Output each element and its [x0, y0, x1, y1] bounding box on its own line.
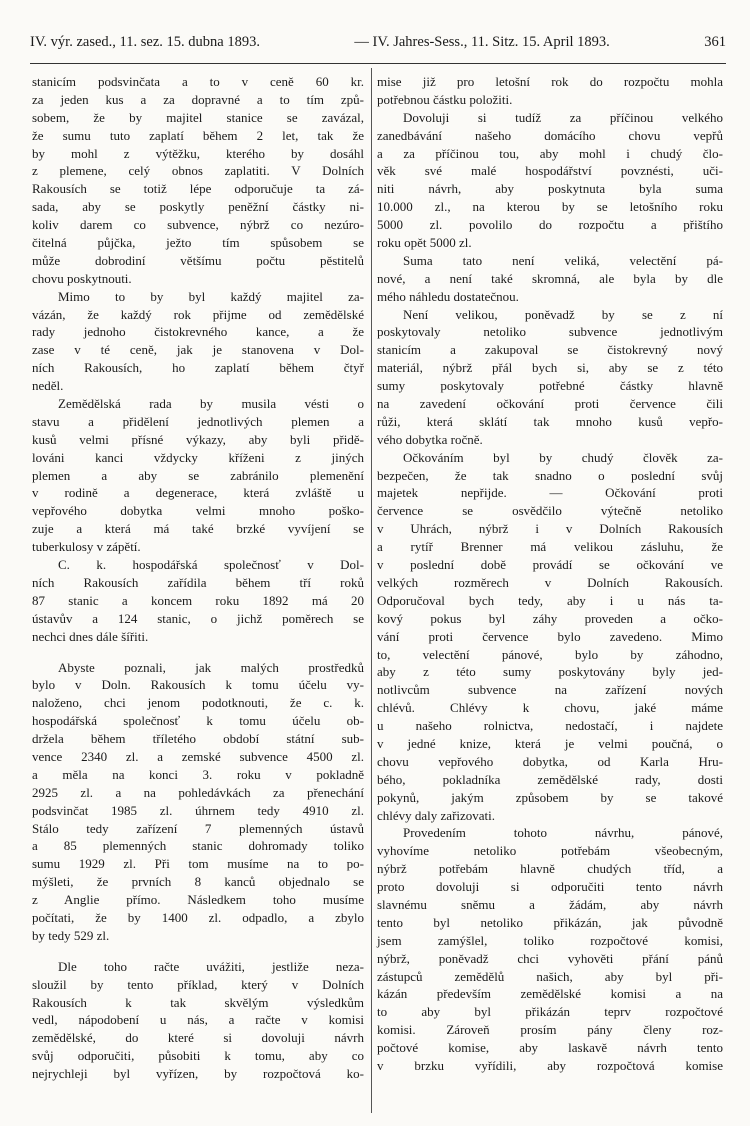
text-line: kusů velmi přísné výkazy, aby byli přidě- — [32, 431, 364, 447]
text-line: ústavův a 124 stanic, o jichž poměrech se — [32, 610, 364, 626]
running-header — [30, 34, 726, 51]
paragraph-gap — [32, 945, 364, 958]
text-line: vence 2340 zl. a zemské subvence 4500 zl. — [32, 748, 364, 764]
text-line: nové, a není také skromná, ale byla by dle — [377, 270, 723, 286]
text-line: neděl. — [32, 378, 64, 394]
header-rule — [30, 63, 726, 64]
text-line: by mohl z výtěžku, kterého by dosáhl — [32, 145, 364, 161]
text-line: v jedné knize, která je velmi poučná, o — [377, 735, 723, 751]
text-line: aby z této sumy poskytovány byly jed- — [377, 664, 723, 680]
text-line: bého, pokladníka zemědělské rady, dosti — [377, 771, 723, 787]
text-line: poskytovaly netoliko subvence jednotlivým — [377, 324, 723, 340]
text-line: vázán, že každý rok přijme od zemědělské — [32, 306, 364, 322]
text-line: zase v té ceně, jak je stanovena v Dol- — [32, 342, 364, 358]
text-line: to aby byl přikázán teprv rozpočtové — [377, 1004, 723, 1020]
text-line: chovu vepřového dobytka, od Karla Hru- — [377, 753, 723, 769]
text-line: držela během tříletého období státní sub- — [32, 731, 364, 747]
text-line: vého dobytka ročně. — [377, 431, 483, 447]
text-line: za jeden kus a za dopravné a to tím způ- — [32, 91, 364, 107]
text-line: 10.000 zl., na kterou by se letošního roku — [377, 199, 723, 215]
text-line: zástupců zemědělů našich, aby byl při- — [377, 968, 723, 984]
text-line: pokynů, jakým způsobem by se takové — [377, 789, 723, 805]
text-line: Suma tato není veliká, velectění pá- — [403, 252, 723, 268]
text-line: růži, která sklátí tak mnoho kusů vepřo- — [377, 413, 723, 429]
text-line: stanicím a zakupoval se čistokrevný nový — [377, 342, 723, 358]
text-line: vyhovíme netoliko potřebám všeobecným, — [377, 843, 723, 859]
paragraph-gap — [32, 646, 364, 659]
text-line: 87 stanic a koncem roku 1892 má 20 — [32, 592, 364, 608]
text-line: to, velectění pánové, bylo by záhodno, — [377, 646, 723, 662]
text-line: sloužil by tento příklad, který v Dolních — [32, 976, 364, 992]
text-line: Dle toho račte uvážiti, jestliže neza- — [58, 958, 364, 974]
text-line: kázán především zemědělské komisi a na — [377, 986, 723, 1002]
text-line: bylo v Doln. Rakousích k tomu účelu vy- — [32, 677, 364, 693]
text-line: bezpečen, že tak snadno o poslední svůj — [377, 467, 723, 483]
text-line: lováni kanci vždycky kříženi z jiných — [32, 449, 364, 465]
text-line: ních Rakousích zařídila během tří roků — [32, 574, 364, 590]
text-line: chlévů. Chlévy k chovu, jaké máme — [377, 700, 723, 716]
text-line: července se osvědčilo výtečně netoliko — [377, 503, 723, 519]
column-divider — [371, 68, 372, 1113]
text-line: na zavedení očkování proti července čili — [377, 396, 723, 412]
text-line: naloženo, chci jenom podotknouti, že c. k. — [32, 695, 364, 711]
text-line: Zemědělská rada by musila vésti o — [58, 396, 364, 412]
text-line: vání proti července bylo zavedeno. Mimo — [377, 628, 723, 644]
text-line: může dobrodiní většímu počtu pěstitelů — [32, 252, 364, 268]
text-line: Dovoluji si tudíž za příčinou velkého — [403, 109, 723, 125]
text-line: notlivcům subvence na zařízení nových — [377, 682, 723, 698]
text-line: 5000 zl. povolilo do rozpočtu a přištího — [377, 217, 723, 233]
text-line: a za příčinou tou, aby mohl i chudý člo- — [377, 145, 723, 161]
text-line: velkých rozměrech v Dolních Rakousích. — [377, 574, 723, 590]
text-line: z Anglie přímo. Následkem toho musíme — [32, 892, 364, 908]
text-line: tento byl netoliko přikázán, jak původně — [377, 914, 723, 930]
text-line: zuje a která má také brzké vyvíjení se — [32, 521, 364, 537]
text-line: proto dovoluji si odporučiti tento návrh — [377, 879, 723, 895]
text-line: věk své malé hospodářství povznésti, uči- — [377, 163, 723, 179]
text-line: tuberkulosy v zápětí. — [32, 539, 141, 555]
text-line: Abyste poznali, jak malých prostředků — [58, 659, 364, 675]
text-line: podsvinčat 1985 zl. úhrnem tedy 4910 zl. — [32, 802, 364, 818]
text-line: stavu a přidělení jednotlivých plemen a — [32, 413, 364, 429]
text-line: slavnému sněmu a žádám, aby návrh — [377, 896, 723, 912]
text-line: sada, aby se poskytly peněžní částky ni- — [32, 199, 364, 215]
text-line: jsem zamýšlel, toliko rozpočtové komisi, — [377, 932, 723, 948]
text-line: vepřového dobytka velmi mnoho poško- — [32, 503, 364, 519]
text-line: chovu poskytnouti. — [32, 270, 132, 286]
text-line: u našeho rolnictva, nedostačí, i najdete — [377, 718, 723, 734]
text-line: sobem, že by majitel stanice se zavázal, — [32, 109, 364, 125]
text-line: a 85 plemenných stanic dohromady toliko — [32, 838, 364, 854]
text-line: Není velikou, poněvadž by se z ní — [403, 306, 723, 322]
text-line: zanedbávání našeho domácího chovu vepřů — [377, 127, 723, 143]
left-column — [32, 73, 364, 1083]
text-line: kový pokus byl záhy proveden a očko- — [377, 610, 723, 626]
text-line: mise již pro letošní rok do rozpočtu mohla — [377, 74, 723, 89]
text-line: nechci dnes dále šířiti. — [32, 628, 149, 644]
text-line: koliv darem co subvence, nýbrž co nezúro- — [32, 217, 364, 233]
text-line: ních Rakousích, ho zaplatí během čtyř — [32, 360, 364, 376]
text-line: Očkováním byl by chudý člověk za- — [403, 449, 723, 465]
text-line: Rakousích k tak skvělým výsledkům — [32, 994, 364, 1010]
text-line: by tedy 529 zl. — [32, 927, 110, 943]
text-line: Stálo tedy zařízení 7 plemenných ústavů — [32, 820, 364, 836]
text-line: v rodině a degenerace, která zvláště u — [32, 485, 364, 501]
text-line: z plemene, celý obnos zaplatiti. V Dolních — [32, 163, 364, 179]
text-line: počítati, že by 1400 zl. odpadlo, a zbylo — [32, 909, 364, 925]
text-line: svůj odporučiti, působiti k tomu, aby co — [32, 1048, 364, 1064]
text-line: materiál, nýbrž přál bych si, aby se z této — [377, 360, 723, 376]
text-line: Rakousích se totiž lépe odporučuje ta zá- — [32, 181, 364, 197]
text-line: roku opět 5000 zl. — [377, 235, 472, 251]
text-line: nejrychleji byl vyřízen, by rozpočtová ko- — [32, 1066, 364, 1082]
text-line: v poslední době provádí se očkování ve — [377, 557, 723, 573]
header-czech: IV. výr. zased., 11. sez. 15. dubna 1893. — [30, 34, 260, 50]
text-line: Mimo to by byl každý majitel za- — [58, 288, 364, 304]
text-line: zemědělské, do které si dovoluji návrh — [32, 1030, 364, 1046]
text-line: a rytíř Brenner má velikou zásluhu, že — [377, 539, 723, 555]
text-line: hospodářská společnosť k tomu účelu ob- — [32, 713, 364, 729]
text-line: v brzku vyřídili, aby rozpočtová komise — [377, 1057, 723, 1073]
text-line: 2925 zl. a na pohledávkách za přenechání — [32, 784, 364, 800]
right-column — [377, 73, 723, 1075]
text-line: mého náhledu dostatečnou. — [377, 288, 519, 304]
text-line: v Uhrách, nýbrž i v Dolních Rakousích — [377, 521, 723, 537]
text-line: Provedením tohoto návrhu, pánové, — [403, 825, 723, 841]
text-line: a měla na konci 3. roku v pokladně — [32, 766, 364, 782]
text-line: nýbrž potřebám hlavně chudých tříd, a — [377, 861, 723, 877]
text-line: chlévy daly zařizovati. — [377, 807, 496, 823]
text-line: mýšleti, že prvních 8 kanců objednalo se — [32, 874, 364, 890]
text-line: potřebnou částku položiti. — [377, 91, 513, 107]
text-line: rady jednoho čistokrevného kance, a že — [32, 324, 364, 340]
text-line: sumu 1929 zl. Při tom musíme na to po- — [32, 856, 364, 872]
page-number: 361 — [704, 34, 726, 50]
text-line: niti návrh, aby poskytnuta byla suma — [377, 181, 723, 197]
text-line: nýbrž, poněvadž chci vyhověti přání pánů — [377, 950, 723, 966]
text-line: čitelná půjčka, ježto tím spůsobem se — [32, 235, 364, 251]
text-line: počtové komise, aby laskavě návrh tento — [377, 1040, 723, 1056]
text-line: plemen a aby se zabránilo plemenění — [32, 467, 364, 483]
header-german: — IV. Jahres-Sess., 11. Sitz. 15. April 1893. — [354, 34, 610, 50]
text-line: komisi. Zároveň prosím pány členy roz- — [377, 1022, 723, 1038]
text-line: majetek nepřijde. — Očkování proti — [377, 485, 723, 501]
text-line: Odporučoval bych tedy, aby i u nás ta- — [377, 592, 723, 608]
text-line: stanicím podsvinčata a to v ceně 60 kr. — [32, 74, 364, 89]
text-line: C. k. hospodářská společnosť v Dol- — [58, 557, 364, 573]
text-line: sumy poskytovaly potřebné částky hlavně — [377, 378, 723, 394]
text-line: vedl, nápodobení u nás, a račte v komisi — [32, 1012, 364, 1028]
text-line: že sumu tuto zaplatí během 2 let, tak že — [32, 127, 364, 143]
